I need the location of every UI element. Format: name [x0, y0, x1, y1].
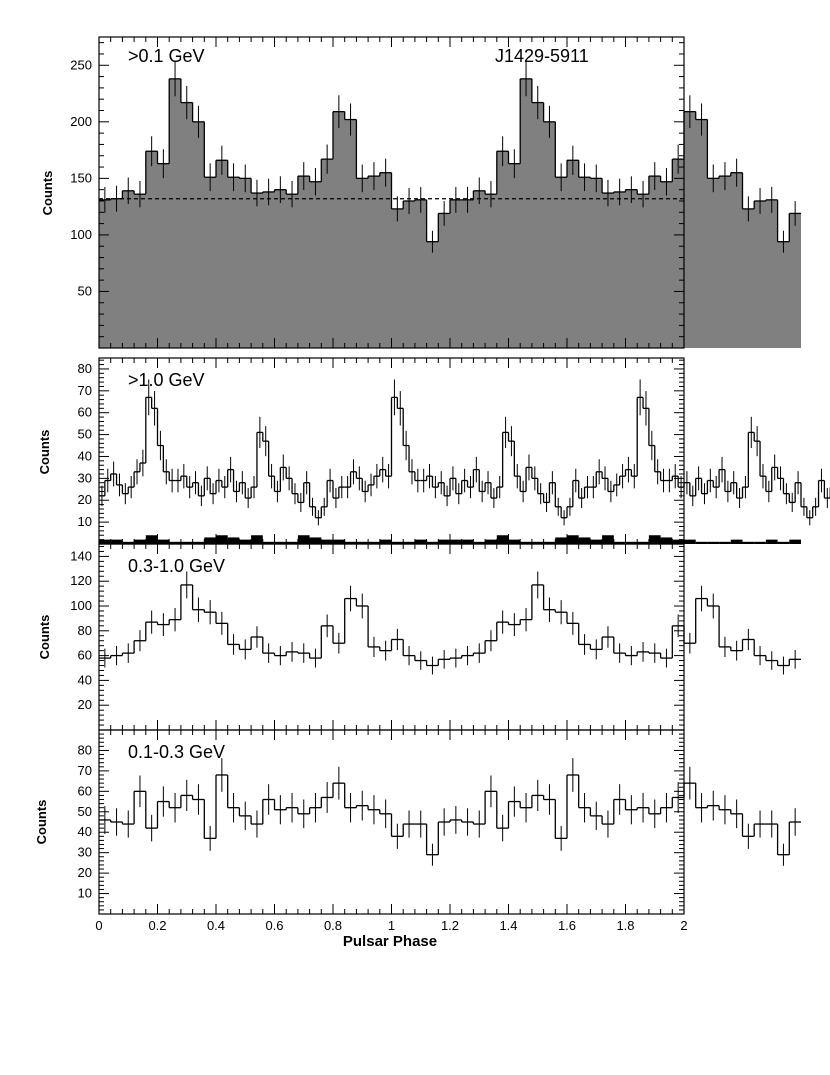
background-bar	[228, 537, 240, 544]
background-bar	[251, 535, 263, 544]
x-tick-label: 0.8	[323, 918, 343, 933]
x-tick-label: 0	[95, 918, 103, 933]
y-tick-label: 70	[77, 382, 92, 398]
y-tick-label: 40	[77, 824, 92, 840]
background-bar	[216, 535, 228, 544]
background-bar	[672, 540, 684, 544]
background-bar	[204, 537, 216, 544]
x-tick-label: 2	[680, 918, 688, 933]
y-tick-label: 70	[77, 762, 92, 778]
y-tick-label: 80	[77, 360, 92, 376]
y-tick-label: 60	[77, 404, 92, 420]
x-tick-label: 1.6	[557, 918, 577, 933]
x-tick-label: 1.8	[616, 918, 635, 933]
background-bar	[134, 540, 146, 544]
y-tick-label: 20	[77, 697, 92, 713]
background-bar	[509, 540, 521, 544]
y-tick-label: 30	[77, 470, 92, 486]
background-bar	[158, 540, 170, 544]
background-bar	[450, 540, 462, 544]
background-bar	[579, 537, 591, 544]
panel-1-ylabel: Counts	[40, 170, 55, 216]
panel-3-ylabel: Counts	[37, 614, 52, 660]
y-tick-label: 50	[77, 803, 92, 819]
background-bar	[146, 535, 158, 544]
y-tick-label: 80	[77, 622, 92, 638]
background-bar	[649, 535, 661, 544]
background-bar	[415, 540, 427, 544]
background-bar	[497, 535, 509, 544]
y-tick-label: 10	[77, 514, 92, 530]
background-bar	[298, 535, 310, 544]
y-tick-label: 100	[70, 598, 92, 613]
y-tick-label: 60	[77, 647, 92, 663]
source-name-label: J1429-5911	[495, 46, 589, 66]
panel-4-energy-label: 0.1-0.3 GeV	[128, 742, 226, 762]
x-tick-label: 1.2	[440, 918, 460, 933]
background-bar	[684, 540, 696, 544]
background-bar	[696, 542, 708, 544]
y-tick-label: 40	[77, 672, 92, 688]
x-tick-label: 1.4	[499, 918, 518, 933]
background-bar	[321, 540, 333, 544]
background-bar	[333, 540, 345, 544]
x-tick-label: 0.2	[148, 918, 167, 933]
background-bar	[602, 535, 614, 544]
y-tick-label: 20	[77, 865, 92, 881]
background-bar	[485, 540, 497, 544]
background-bar	[310, 537, 322, 544]
background-bar	[590, 540, 602, 544]
background-bar	[555, 537, 567, 544]
y-tick-label: 100	[70, 226, 92, 242]
panels	[70, 37, 830, 933]
background-bar	[99, 540, 111, 544]
x-axis-title: Pulsar Phase	[342, 933, 438, 950]
y-tick-label: 30	[77, 844, 92, 860]
background-bar	[743, 542, 755, 544]
panel-2-energy-label: >1.0 GeV	[128, 370, 205, 390]
panel-2-ylabel: Counts	[37, 429, 52, 475]
panel-4-ylabel: Counts	[34, 799, 49, 845]
x-tick-label: 0.6	[265, 918, 284, 933]
y-tick-label: 120	[70, 573, 92, 589]
y-tick-label: 20	[77, 492, 92, 508]
y-tick-label: 250	[70, 57, 92, 73]
y-tick-label: 200	[70, 113, 92, 129]
background-bar	[567, 535, 579, 544]
x-tick-label: 0.4	[206, 918, 226, 933]
y-tick-label: 80	[77, 742, 92, 758]
panel-3-energy-label: 0.3-1.0 GeV	[128, 556, 226, 576]
y-tick-label: 50	[77, 426, 92, 442]
y-tick-label: 60	[77, 783, 92, 799]
background-bar	[239, 540, 251, 544]
background-bar	[707, 542, 719, 544]
background-bar	[380, 540, 392, 544]
y-tick-label: 140	[70, 548, 92, 564]
background-bar	[462, 540, 474, 544]
y-tick-label: 10	[77, 885, 92, 901]
x-tick-label: 1	[387, 918, 396, 933]
background-bar	[766, 540, 778, 544]
background-bar	[731, 540, 743, 544]
background-bar	[778, 542, 790, 544]
background-bar	[719, 542, 731, 544]
background-bar	[754, 542, 766, 544]
background-bar	[661, 537, 673, 544]
background-bar	[111, 540, 123, 544]
y-tick-label: 50	[77, 283, 92, 299]
panel-1	[70, 37, 801, 348]
panel-1-energy-label: >0.1 GeV	[128, 46, 205, 66]
y-tick-label: 150	[70, 170, 92, 186]
background-bar	[438, 540, 450, 544]
background-bar	[789, 540, 801, 544]
y-tick-label: 40	[77, 448, 92, 464]
